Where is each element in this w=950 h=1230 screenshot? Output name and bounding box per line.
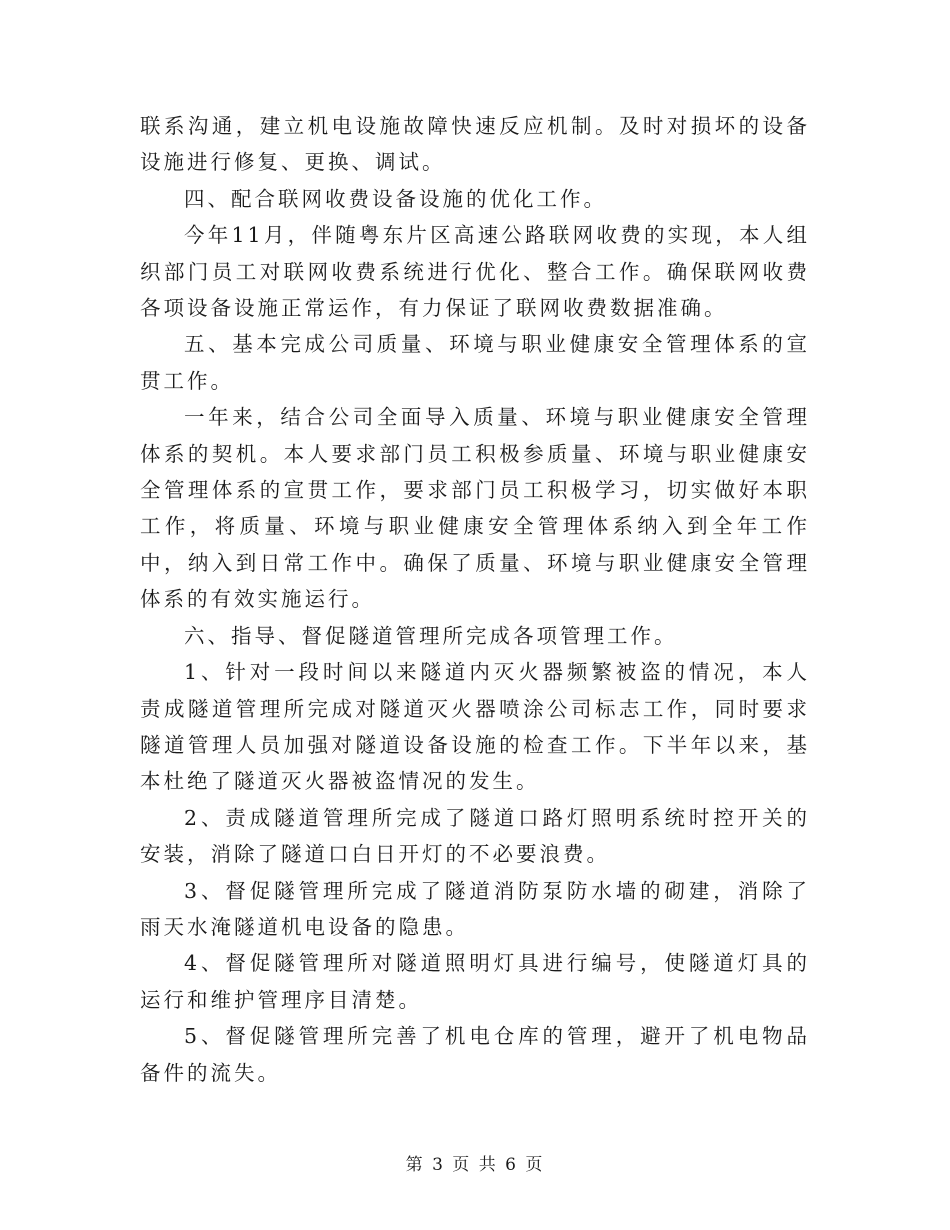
paragraph: 今年11月，伴随粤东片区高速公路联网收费的实现，本人组织部门员工对联网收费系统进行优化、整合工作。确保联网收费各项设备设施正常运作，有力保证了联网收费数据准确。: [140, 223, 810, 321]
list-item: 1、针对一段时间以来隧道内灭火器频繁被盗的情况，本人责成隧道管理所完成对隧道灭火器喷涂公司标志工作，同时要求隧道管理人员加强对隧道设备设施的检查工作。下半年以来，基本杜绝了隧道灭火器被盗情况的发生。: [140, 660, 810, 794]
body-text: [140, 108, 810, 1091]
paragraph: 一年来，结合公司全面导入质量、环境与职业健康安全管理体系的契机。本人要求部门员工积极参质量、环境与职业健康安全管理体系的宣贯工作，要求部门员工积极学习，切实做好本职工作，将质量、环境与职业健康安全管理体系纳入到全年工作中，纳入到日常工作中。确保了质量、环境与职业健康安全管理体系的有效实施运行。: [140, 405, 810, 612]
paragraph-continuation: 联系沟通，建立机电设施故障快速反应机制。及时对损坏的设备设施进行修复、更换、调试。: [140, 114, 810, 175]
page-number-footer: 第 3 页 共 6 页: [405, 1155, 545, 1175]
section-heading-4: 四、配合联网收费设备设施的优化工作。: [184, 186, 607, 211]
list-item: 4、督促隧管理所对隧道照明灯具进行编号，使隧道灯具的运行和维护管理序目清楚。: [140, 951, 810, 1012]
section-heading-5: 五、基本完成公司质量、环境与职业健康安全管理体系的宣贯工作。: [140, 332, 810, 393]
list-item: 3、督促隧管理所完成了隧道消防泵防水墙的砌建，消除了雨天水淹隧道机电设备的隐患。: [140, 878, 810, 939]
list-item: 5、督促隧管理所完善了机电仓库的管理，避开了机电物品备件的流失。: [140, 1024, 810, 1085]
section-heading-6: 六、指导、督促隧道管理所完成各项管理工作。: [184, 623, 678, 648]
list-item: 2、责成隧道管理所完成了隧道口路灯照明系统时控开关的安装，消除了隧道口白日开灯的不必要浪费。: [140, 805, 810, 867]
